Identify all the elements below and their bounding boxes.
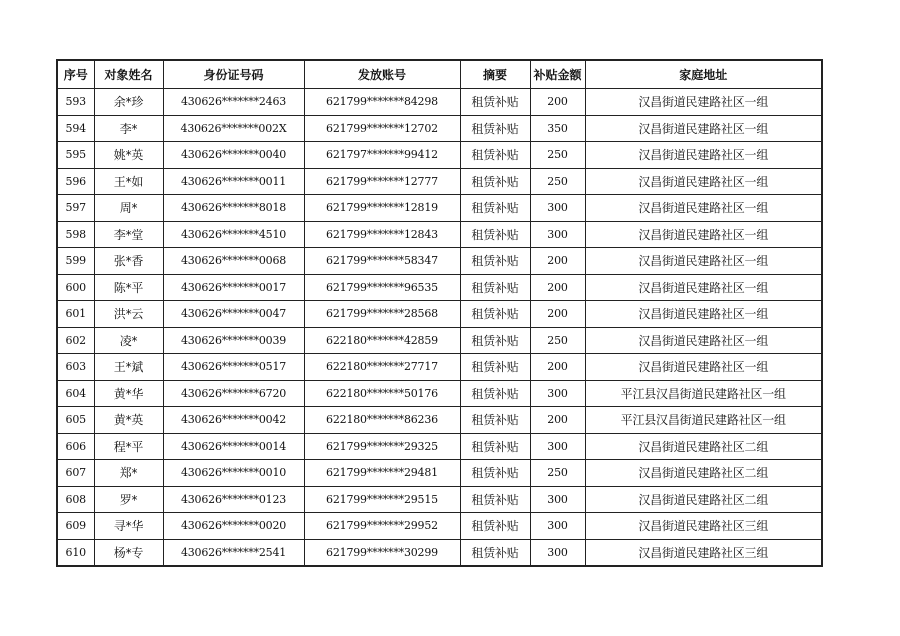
cell-name: 寻*华	[94, 513, 163, 540]
cell-summary: 租赁补贴	[460, 407, 530, 434]
table-row	[57, 115, 822, 142]
cell-account: 621799*******29952	[304, 513, 460, 540]
table-row	[57, 433, 822, 460]
cell-address: 汉昌街道民建路社区二组	[585, 433, 822, 460]
cell-id-number: 430626*******2541	[163, 539, 304, 566]
cell-id-number: 430626*******0020	[163, 513, 304, 540]
cell-serial: 606	[57, 433, 94, 460]
cell-summary: 租赁补贴	[460, 513, 530, 540]
cell-name: 凌*	[94, 327, 163, 354]
cell-address: 汉昌街道民建路社区一组	[585, 221, 822, 248]
header-cell-name: 对象姓名	[94, 60, 163, 89]
cell-account: 621799*******58347	[304, 248, 460, 275]
cell-name: 程*平	[94, 433, 163, 460]
cell-amount: 200	[530, 89, 585, 116]
cell-summary: 租赁补贴	[460, 433, 530, 460]
cell-address: 汉昌街道民建路社区一组	[585, 115, 822, 142]
cell-name: 洪*云	[94, 301, 163, 328]
table-body	[57, 89, 822, 567]
cell-address: 汉昌街道民建路社区二组	[585, 460, 822, 487]
cell-amount: 300	[530, 486, 585, 513]
cell-name: 王*斌	[94, 354, 163, 381]
cell-summary: 租赁补贴	[460, 301, 530, 328]
cell-amount: 300	[530, 513, 585, 540]
cell-address: 汉昌街道民建路社区一组	[585, 354, 822, 381]
cell-summary: 租赁补贴	[460, 327, 530, 354]
cell-address: 汉昌街道民建路社区二组	[585, 486, 822, 513]
cell-amount: 250	[530, 142, 585, 169]
header-cell-id-number: 身份证号码	[163, 60, 304, 89]
cell-summary: 租赁补贴	[460, 354, 530, 381]
cell-name: 姚*英	[94, 142, 163, 169]
cell-address: 汉昌街道民建路社区一组	[585, 142, 822, 169]
cell-id-number: 430626*******0047	[163, 301, 304, 328]
cell-address: 汉昌街道民建路社区一组	[585, 168, 822, 195]
cell-account: 622180*******86236	[304, 407, 460, 434]
cell-serial: 595	[57, 142, 94, 169]
cell-serial: 602	[57, 327, 94, 354]
cell-amount: 200	[530, 407, 585, 434]
cell-id-number: 430626*******0517	[163, 354, 304, 381]
cell-account: 621799*******28568	[304, 301, 460, 328]
cell-account: 622180*******42859	[304, 327, 460, 354]
cell-serial: 609	[57, 513, 94, 540]
cell-address: 汉昌街道民建路社区一组	[585, 195, 822, 222]
header-row	[57, 60, 822, 89]
cell-id-number: 430626*******0040	[163, 142, 304, 169]
cell-summary: 租赁补贴	[460, 168, 530, 195]
table-row	[57, 274, 822, 301]
cell-id-number: 430626*******0010	[163, 460, 304, 487]
cell-serial: 599	[57, 248, 94, 275]
cell-serial: 608	[57, 486, 94, 513]
cell-name: 陈*平	[94, 274, 163, 301]
cell-name: 杨*专	[94, 539, 163, 566]
cell-amount: 300	[530, 380, 585, 407]
cell-address: 汉昌街道民建路社区一组	[585, 274, 822, 301]
table-row	[57, 248, 822, 275]
table-row	[57, 142, 822, 169]
cell-serial: 600	[57, 274, 94, 301]
table-row	[57, 327, 822, 354]
cell-name: 李*	[94, 115, 163, 142]
cell-amount: 300	[530, 221, 585, 248]
cell-id-number: 430626*******0068	[163, 248, 304, 275]
cell-address: 平江县汉昌街道民建路社区一组	[585, 380, 822, 407]
cell-amount: 250	[530, 168, 585, 195]
cell-serial: 607	[57, 460, 94, 487]
cell-amount: 300	[530, 195, 585, 222]
table-row	[57, 539, 822, 566]
cell-account: 621799*******30299	[304, 539, 460, 566]
table-row	[57, 407, 822, 434]
cell-id-number: 430626*******002X	[163, 115, 304, 142]
cell-amount: 200	[530, 274, 585, 301]
cell-name: 王*如	[94, 168, 163, 195]
cell-summary: 租赁补贴	[460, 274, 530, 301]
cell-name: 郑*	[94, 460, 163, 487]
cell-summary: 租赁补贴	[460, 115, 530, 142]
cell-account: 621799*******29481	[304, 460, 460, 487]
cell-address: 汉昌街道民建路社区三组	[585, 513, 822, 540]
cell-name: 罗*	[94, 486, 163, 513]
cell-name: 余*珍	[94, 89, 163, 116]
cell-id-number: 430626*******0011	[163, 168, 304, 195]
table-row	[57, 486, 822, 513]
table-row	[57, 380, 822, 407]
cell-account: 621799*******12843	[304, 221, 460, 248]
cell-account: 622180*******50176	[304, 380, 460, 407]
cell-name: 黄*华	[94, 380, 163, 407]
cell-summary: 租赁补贴	[460, 89, 530, 116]
cell-amount: 350	[530, 115, 585, 142]
cell-summary: 租赁补贴	[460, 248, 530, 275]
header-cell-amount: 补贴金额	[530, 60, 585, 89]
cell-summary: 租赁补贴	[460, 221, 530, 248]
cell-summary: 租赁补贴	[460, 380, 530, 407]
cell-amount: 250	[530, 327, 585, 354]
cell-serial: 604	[57, 380, 94, 407]
cell-account: 622180*******27717	[304, 354, 460, 381]
table-row	[57, 195, 822, 222]
cell-amount: 200	[530, 354, 585, 381]
cell-summary: 租赁补贴	[460, 195, 530, 222]
cell-address: 平江县汉昌街道民建路社区一组	[585, 407, 822, 434]
cell-name: 黄*英	[94, 407, 163, 434]
cell-name: 李*堂	[94, 221, 163, 248]
cell-serial: 597	[57, 195, 94, 222]
cell-serial: 594	[57, 115, 94, 142]
cell-id-number: 430626*******0123	[163, 486, 304, 513]
cell-account: 621799*******12702	[304, 115, 460, 142]
cell-summary: 租赁补贴	[460, 142, 530, 169]
cell-serial: 598	[57, 221, 94, 248]
cell-serial: 605	[57, 407, 94, 434]
cell-summary: 租赁补贴	[460, 539, 530, 566]
cell-account: 621799*******12819	[304, 195, 460, 222]
table-row	[57, 168, 822, 195]
table-row	[57, 513, 822, 540]
header-cell-address: 家庭地址	[585, 60, 822, 89]
cell-id-number: 430626*******8018	[163, 195, 304, 222]
cell-account: 621799*******12777	[304, 168, 460, 195]
table-row	[57, 354, 822, 381]
cell-address: 汉昌街道民建路社区一组	[585, 301, 822, 328]
header-cell-summary: 摘要	[460, 60, 530, 89]
header-cell-serial: 序号	[57, 60, 94, 89]
cell-account: 621799*******96535	[304, 274, 460, 301]
cell-id-number: 430626*******0017	[163, 274, 304, 301]
cell-name: 周*	[94, 195, 163, 222]
cell-summary: 租赁补贴	[460, 486, 530, 513]
cell-name: 张*香	[94, 248, 163, 275]
cell-account: 621799*******84298	[304, 89, 460, 116]
cell-address: 汉昌街道民建路社区一组	[585, 248, 822, 275]
subsidy-table	[56, 59, 823, 567]
cell-account: 621797*******99412	[304, 142, 460, 169]
cell-amount: 200	[530, 301, 585, 328]
table-row	[57, 89, 822, 116]
cell-id-number: 430626*******0014	[163, 433, 304, 460]
cell-serial: 596	[57, 168, 94, 195]
cell-serial: 593	[57, 89, 94, 116]
subsidy-table-sheet	[56, 59, 821, 567]
cell-amount: 300	[530, 433, 585, 460]
cell-amount: 250	[530, 460, 585, 487]
cell-id-number: 430626*******6720	[163, 380, 304, 407]
cell-id-number: 430626*******4510	[163, 221, 304, 248]
cell-serial: 610	[57, 539, 94, 566]
cell-id-number: 430626*******2463	[163, 89, 304, 116]
cell-amount: 300	[530, 539, 585, 566]
cell-address: 汉昌街道民建路社区一组	[585, 89, 822, 116]
cell-address: 汉昌街道民建路社区一组	[585, 327, 822, 354]
cell-id-number: 430626*******0039	[163, 327, 304, 354]
table-row	[57, 460, 822, 487]
table-row	[57, 301, 822, 328]
cell-summary: 租赁补贴	[460, 460, 530, 487]
cell-serial: 601	[57, 301, 94, 328]
header-cell-account: 发放账号	[304, 60, 460, 89]
cell-account: 621799*******29515	[304, 486, 460, 513]
cell-amount: 200	[530, 248, 585, 275]
cell-account: 621799*******29325	[304, 433, 460, 460]
cell-serial: 603	[57, 354, 94, 381]
cell-id-number: 430626*******0042	[163, 407, 304, 434]
cell-address: 汉昌街道民建路社区三组	[585, 539, 822, 566]
table-row	[57, 221, 822, 248]
